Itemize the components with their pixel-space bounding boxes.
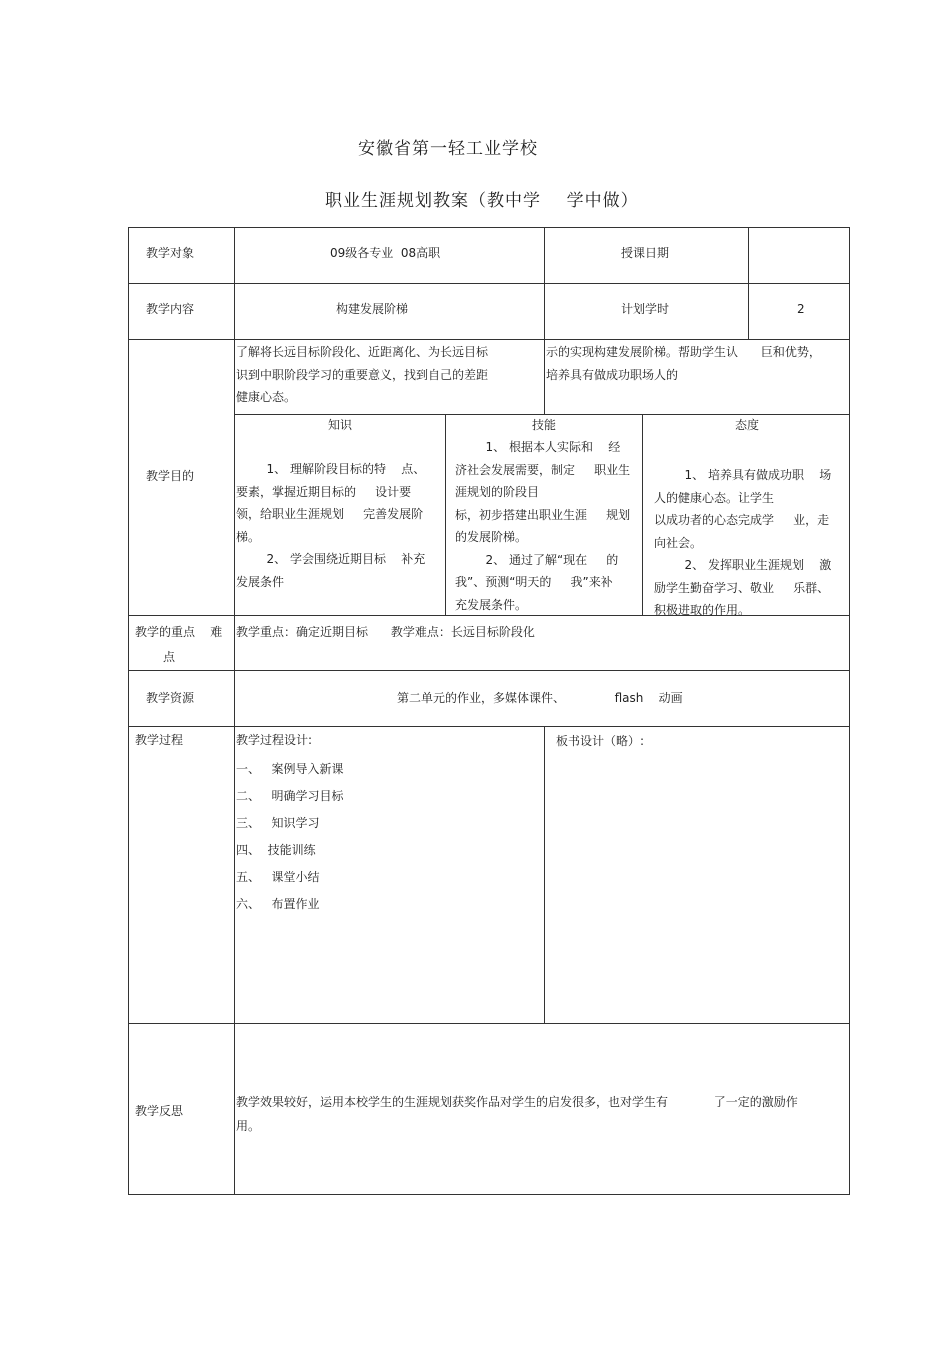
text-line: 识到中职阶段学习的重要意义，找到自己的差距 (236, 367, 489, 382)
text-line: 1、 根据本人实际和 经 (455, 440, 621, 454)
text-line: 我”、预测“明天的 我”来补 (455, 575, 613, 589)
cell-divider (544, 339, 545, 414)
value-planned-hours: 2 (797, 302, 805, 316)
knowledge-column (236, 458, 425, 593)
text-line: 以成功者的心态完成学 业，走 (654, 513, 830, 527)
label-objectives: 教学目的 (146, 469, 195, 483)
text-line: 济社会发展需要，制定 职业生 (455, 462, 631, 477)
attitude-column (654, 464, 831, 622)
label-process: 教学过程 (135, 733, 184, 747)
process-design-heading: 教学过程设计: (236, 733, 313, 747)
table-border-top (128, 227, 850, 228)
value-keypoints: 教学重点：确定近期目标 教学难点：长远目标阶段化 (236, 625, 535, 639)
text-line: 健康心态。 (236, 390, 297, 404)
heading-skill: 技能 (532, 418, 557, 432)
row-divider (128, 283, 850, 284)
row-divider (234, 414, 850, 415)
objectives-intro-left (236, 341, 488, 409)
skill-column (455, 436, 630, 616)
row-divider (128, 339, 850, 340)
text-line: 1、 理解阶段目标的特 点、 (236, 462, 426, 476)
value-teaching-content: 构建发展阶梯 (336, 302, 409, 316)
text-line: 1、 培养具有做成功职 场 (654, 468, 832, 482)
table-border-bottom (128, 1194, 850, 1195)
reflection-text-line2: 用。 (236, 1119, 261, 1133)
table-border-right (849, 227, 850, 1195)
label-keypoints-line2: 点 (163, 650, 176, 664)
value-resources: 第二单元的作业，多媒体课件、 flash 动画 (397, 691, 683, 705)
school-name: 安徽省第一轻工业学校 (358, 139, 538, 159)
heading-attitude: 态度 (735, 418, 760, 432)
text-line: 标，初步搭建出职业生涯 规划 (455, 507, 631, 522)
text-line: 了解将长远目标阶段化、近距离化、为长远目标 (236, 345, 489, 359)
text-line: 充发展条件。 (455, 597, 528, 612)
label-reflection: 教学反思 (135, 1104, 184, 1118)
text-line: 领，给职业生涯规划 完善发展阶 (236, 507, 424, 521)
label-planned-hours: 计划学时 (621, 302, 670, 316)
list-item: 二、 明确学习目标 (236, 789, 344, 803)
label-resources: 教学资源 (146, 691, 195, 705)
list-item: 六、 布置作业 (236, 897, 320, 911)
text-line: 2、 发挥职业生涯规划 激 (654, 558, 832, 572)
text-line: 的发展阶梯。 (455, 530, 528, 544)
text-line: 积极进取的作用。 (654, 603, 751, 617)
list-item: 一、 案例导入新课 (236, 762, 344, 776)
table-label-divider (234, 227, 235, 1195)
row-divider (128, 670, 850, 671)
text-line: 培养具有做成功职场人的 (546, 367, 679, 382)
label-keypoints-line1: 教学的重点 难 (135, 625, 223, 639)
text-line: 励学生勤奋学习、敬业 乐群、 (654, 580, 830, 595)
label-teaching-target: 教学对象 (146, 246, 195, 260)
text-line: 人的健康心态。让学生 (654, 490, 775, 505)
cell-divider (748, 227, 749, 339)
text-line: 2、 通过了解“现在 的 (455, 552, 619, 567)
list-item: 三、 知识学习 (236, 816, 320, 830)
board-design-heading: 板书设计（略）: (556, 734, 645, 748)
row-divider (128, 726, 850, 727)
cell-divider (642, 414, 643, 615)
text-line: 示的实现构建发展阶梯。帮助学生认 巨和优势， (546, 345, 821, 359)
list-item: 四、 技能训练 (236, 843, 316, 857)
text-line: 要素，掌握近期目标的 设计要 (236, 484, 412, 499)
document-title: 职业生涯规划教案（教中学 学中做） (325, 191, 639, 211)
row-divider (128, 1023, 850, 1024)
text-line: 向社会。 (654, 535, 703, 550)
label-class-date: 授课日期 (621, 246, 670, 260)
process-steps-list (236, 756, 343, 918)
list-item: 五、 课堂小结 (236, 870, 320, 884)
objectives-intro-right (546, 341, 821, 386)
cell-divider (445, 414, 446, 615)
value-teaching-target: 09级各专业 08高职 (330, 246, 441, 260)
label-teaching-content: 教学内容 (146, 302, 195, 316)
table-border-left (128, 227, 129, 1195)
text-line: 发展条件 (236, 574, 285, 589)
text-line: 2、 学会围绕近期目标 补充 (236, 552, 426, 566)
cell-divider (544, 227, 545, 339)
text-line: 梯。 (236, 529, 261, 544)
reflection-text-line1: 教学效果较好，运用本校学生的生涯规划获奖作品对学生的启发很多，也对学生有 了一定的激励作 (236, 1095, 798, 1109)
heading-knowledge: 知识 (328, 418, 353, 432)
cell-divider (544, 726, 545, 1023)
text-line: 涯规划的阶段目 (455, 485, 540, 499)
